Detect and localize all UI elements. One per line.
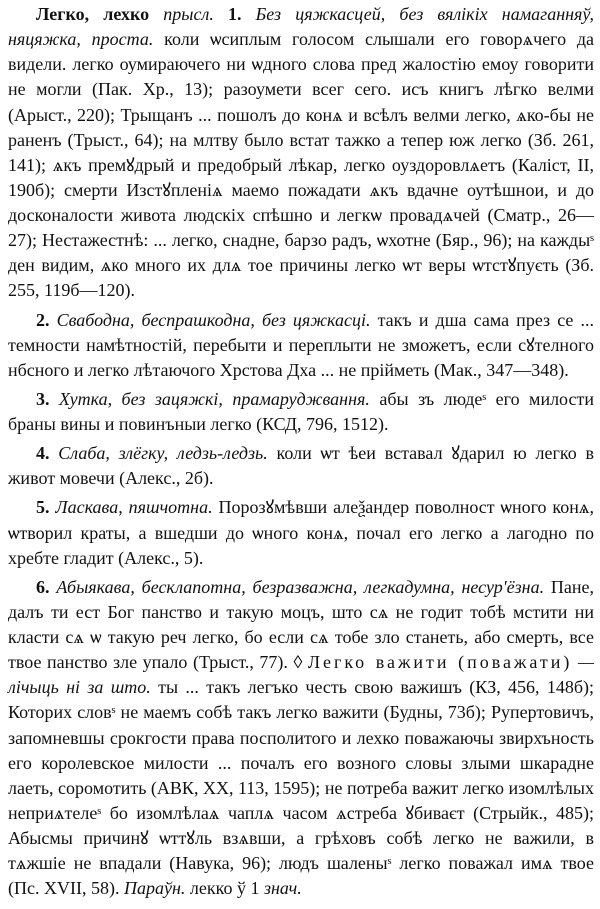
sense-definition: Абыякава, бесклапотна, безразважна, легкадумна, несур'ёзна. <box>56 576 545 597</box>
sense-4 <box>8 441 594 491</box>
headword: Легко, лехко <box>36 4 150 24</box>
sense-2 <box>8 308 594 383</box>
phraseologism-definition: — лічыць ні за што. <box>8 652 594 698</box>
grammar-label: прысл. <box>163 4 214 24</box>
sense-number: 3. <box>36 388 50 409</box>
sense-number: 6. <box>36 576 50 597</box>
phraseologism: Легко важити (поважати) <box>307 652 573 673</box>
sense-number: 2. <box>36 309 50 330</box>
sense-6 <box>8 575 594 902</box>
compare-abbreviation: знач. <box>263 878 302 899</box>
sense-examples: такъ и дша сама през се ... темности намѣтностій, перебыти и переплыти не зможетъ, если сꙋтелного нбсного и легко лѣтаючого Хрстова Дха ... не прійметь (Мак., 347—348). <box>8 309 595 380</box>
sense-examples: коли ѡсиплым голосом слышали его говорѧчего да видели. легко оумираючего ни ѡдного слова пред жалостію емоу говорити не могли (Пак. Хр., 13); разоумети всег сего. исъ книгъ лѣгко велми (Арыст., 220); Трыщанъ ... пошолъ до конѧ и всѣлъ велми легко, ѧко-бы не раненъ (Трыст., 64); на млтву было встат тажко а тепер юж легко (Зб. 261, 141); ѧкъ премꙋдрый и предобрый лѣкар, легко оуздоровлѧетъ (Каліст, II, 190б); смерти Изстꙋпленіѧ маемо пожадати ѧкъ вдачне оутѣшнои, и до досконалости живота людскіх спѣшно и легкѡ провадѧчей (Сматр., 26—27); Нестажестнѣ: ... легко, снадне, барзо радъ, ѡхотне (Бяр., 96); на каждыˢ ден видим, ѧко много их длѧ тое причины легко ѡт веры ѡтстꙋпуєть (Зб. 255, 119б—120). <box>8 29 594 301</box>
sense-number: 1. <box>228 4 242 24</box>
sense-5 <box>8 495 594 570</box>
sense-examples: абы зъ людеˢ его милости браны вины и повинъныи легко (КСД, 796, 1512). <box>8 388 594 434</box>
compare-reference: лекко ў 1 <box>189 878 260 899</box>
dictionary-entry <box>8 2 594 901</box>
sense-definition: Слаба, злёгку, ледзь-ледзь. <box>58 443 268 464</box>
compare-label: Параўн. <box>123 878 186 899</box>
sense-definition: Свабодна, беспрашкодна, без цяжкасці. <box>56 309 371 330</box>
sense-examples: Порозꙋмѣвши алеѯандер поволност ѡного конѧ, ѡтворил краты, а вшедши до ѡного конѧ, почал его легко а лагодно по хребте гладит (Алекс., 5). <box>8 497 594 568</box>
sense-examples: Пане, далъ ти ест Бог панство и такую моцъ, што сѧ не годит тобѣ мстити ни класти сѧ ѡ такую реч легко, бо если сѧ тобе зло станеть, або смерть, все твое панство зле упало (Трыст., 77). ◊ <box>8 576 595 673</box>
sense-definition: Без цяжкасцей, без вялікіх намаганняў, няцяжка, проста. <box>8 4 595 50</box>
sense-definition: Ласкава, пяшчотна. <box>55 497 213 518</box>
sense-number: 4. <box>36 443 50 464</box>
sense-definition: Хутка, без зацяжкі, прамаруджвання. <box>58 388 370 409</box>
sense-3 <box>8 387 594 437</box>
phraseologism-examples: ты ... такъ легъко честь свою важишъ (КЗ, 456, 148б); Которих словˢ не маемъ собѣ такъ легко важити (Будны, 73б); Рупертовичъ, запомневшы срокгости права посполитого и лехко поважаючы звирхъность его королевское милости ... почалъ его возного словы злыми шкарадне лаеть, соромотить (АВК, XX, 113, 1595); не потреба важит легко изомлѣлых неприѧтелеˢ бо изомлѣлаѧ чаплѧ часом ѧстреба ꙋбиваєт (Стрыйк., 485); Абысмы причинꙋ ѡттꙋль взѧвши, а грѣховъ собѣ легко не важили, в тѧжшіе не впадали (Навука, 96); людъ шаленыˢ легко поважал имѧ твое (Пс. XVII, 58). <box>8 677 595 899</box>
sense-1 <box>8 2 594 304</box>
sense-examples: коли ѡт ѣеи вставал ꙋдарил ю легко в живот мовечи (Алекс., 2б). <box>8 443 594 489</box>
sense-number: 5. <box>36 497 50 518</box>
